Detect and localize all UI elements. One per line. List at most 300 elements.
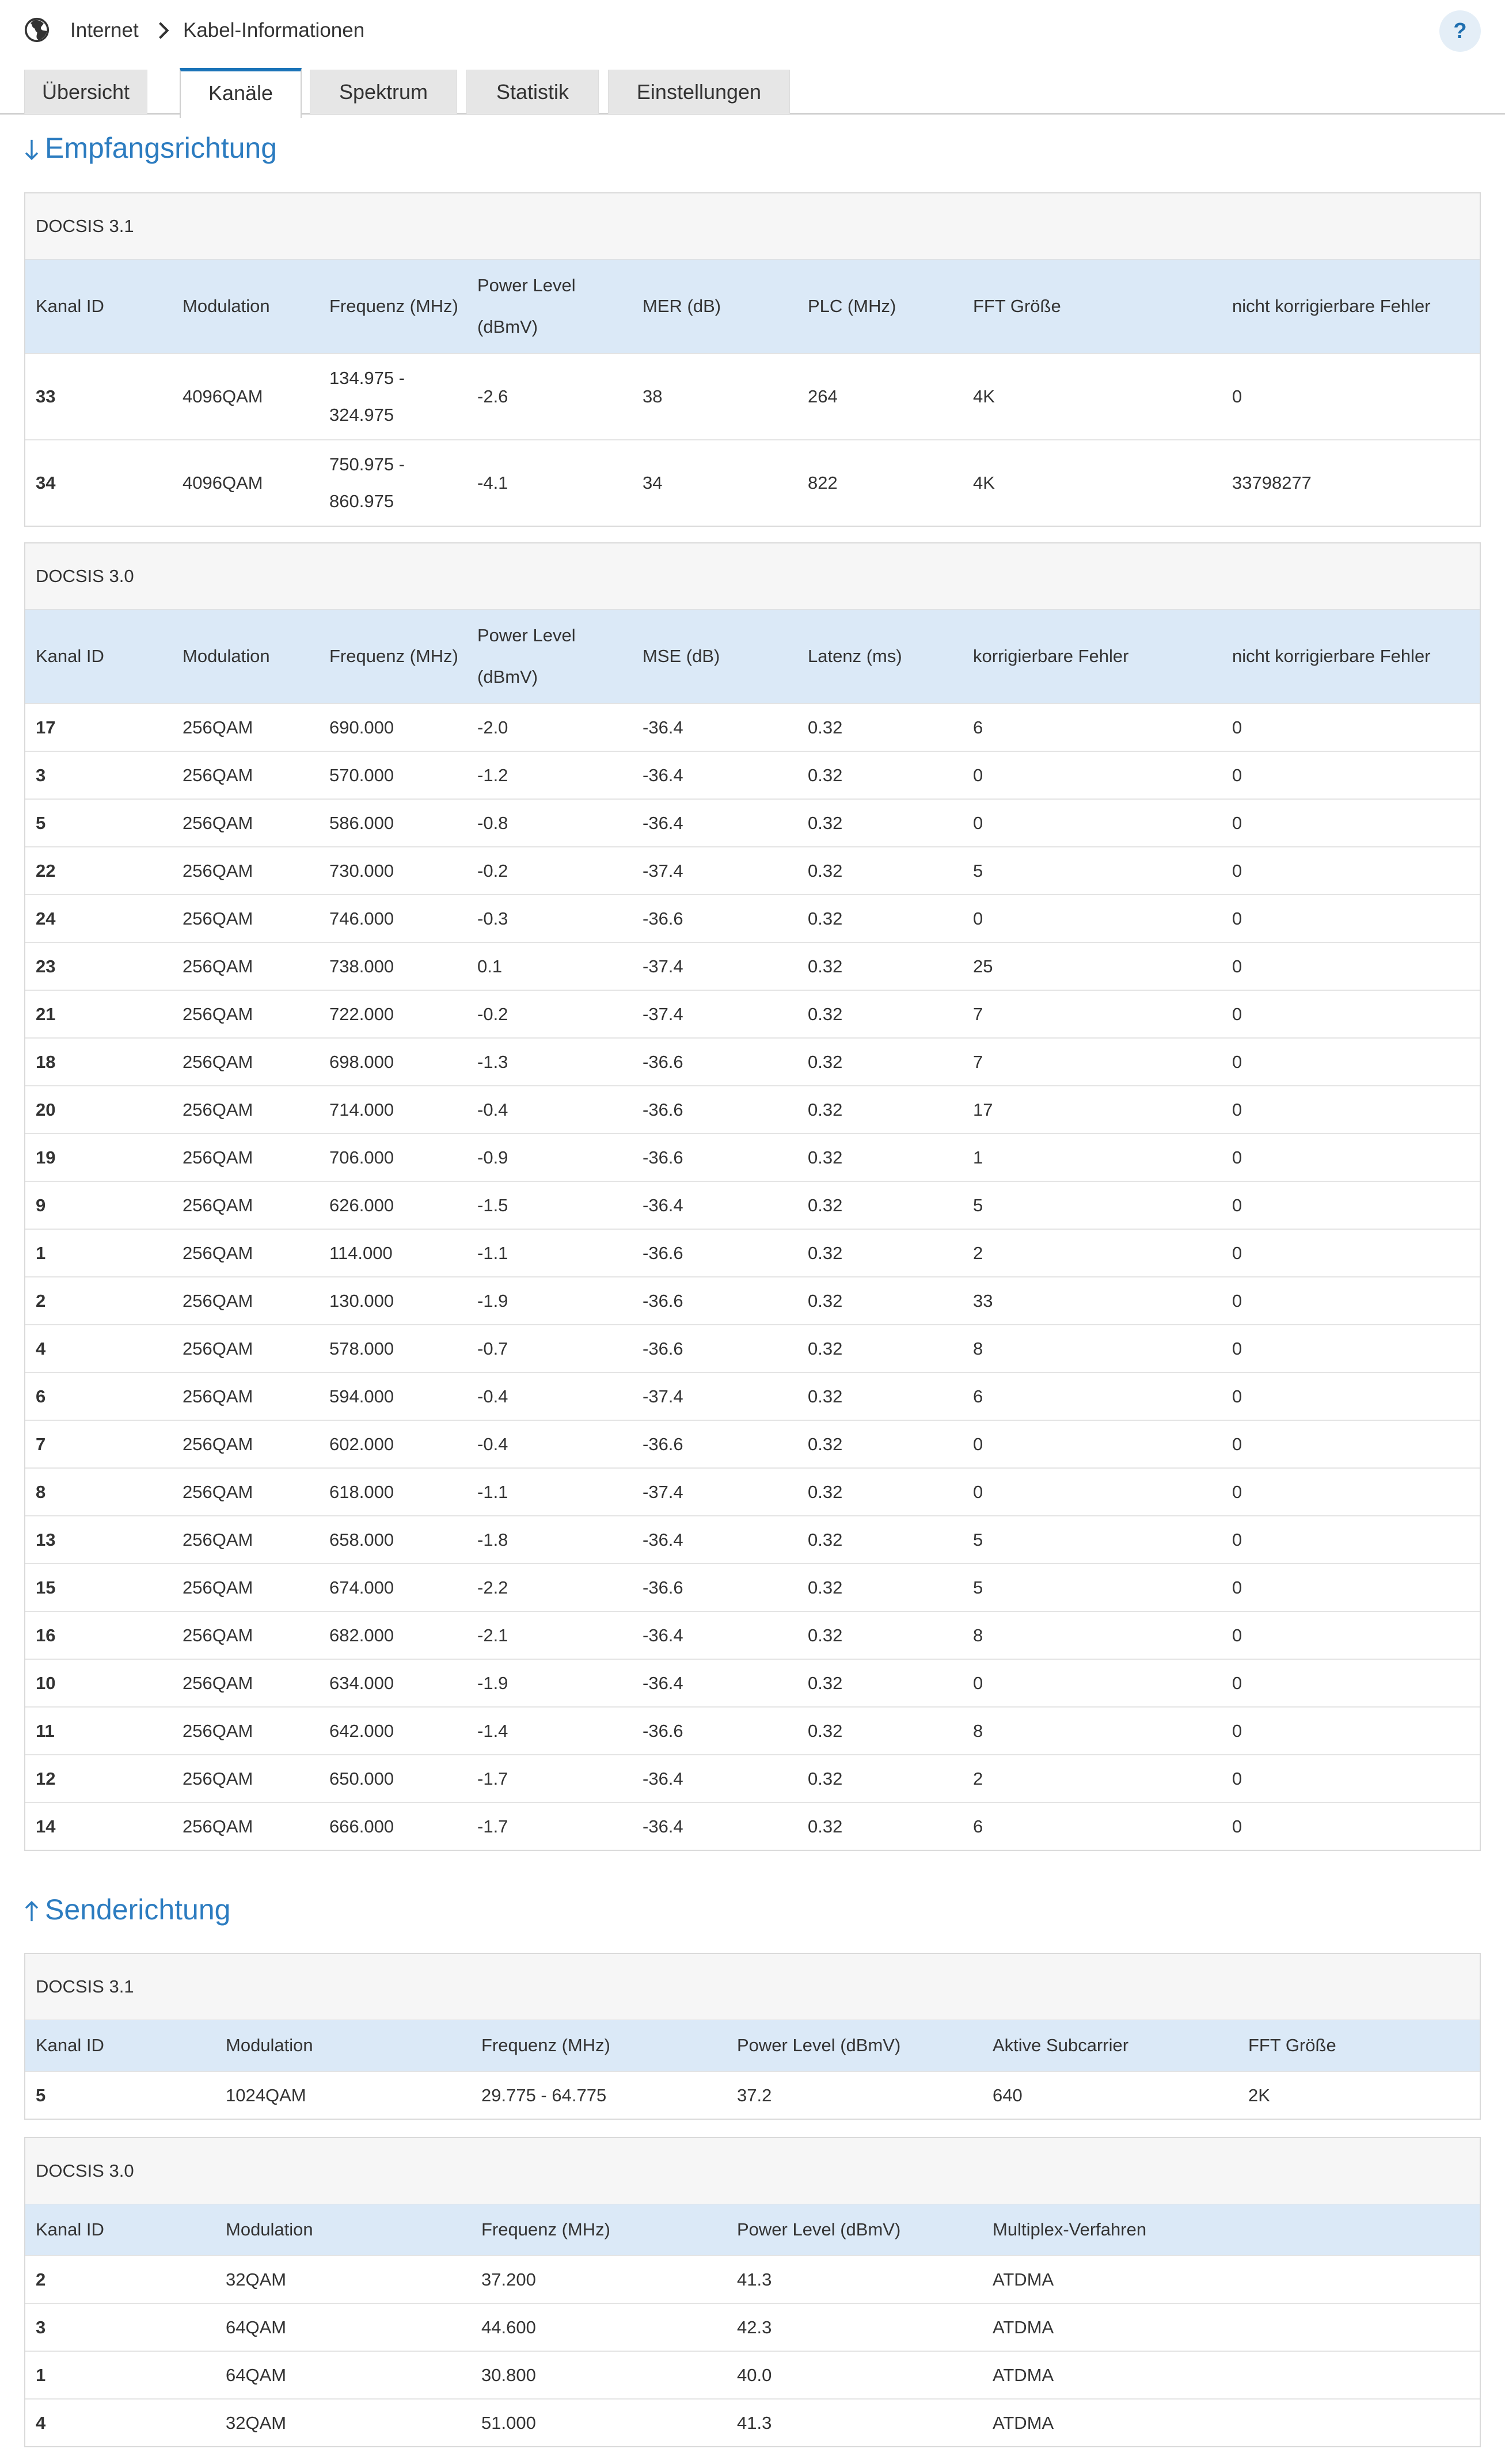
table-cell: 822 [797,440,963,526]
table-cell: 0.32 [797,799,963,847]
table-cell: -0.4 [467,1420,632,1468]
table-cell: -1.1 [467,1468,632,1516]
table-cell: -1.2 [467,751,632,799]
table-cell: -36.4 [632,1516,797,1564]
table-cell: -36.4 [632,704,797,751]
column-header: Power Level (dBmV) [467,260,632,353]
channel-id-cell: 8 [25,1468,172,1516]
table-cell: -36.4 [632,799,797,847]
channel-id-cell: 14 [25,1803,172,1850]
column-header: Power Level (dBmV) [727,2020,982,2071]
panel-upstream-docsis30 [24,2137,1481,2447]
channel-id-cell: 3 [25,2303,215,2351]
table-cell: 0 [1222,1564,1480,1611]
column-header: FFT Größe [1238,2020,1480,2071]
table-cell: 0.32 [797,1086,963,1134]
table-cell: -2.0 [467,704,632,751]
column-header: Frequenz (MHz) [319,260,467,353]
column-header: korrigierbare Fehler [963,610,1222,704]
table-cell: 698.000 [319,1038,467,1086]
table-row [25,1181,1480,1229]
table-upstream-docsis31 [25,2020,1480,2119]
table-cell: 256QAM [172,1038,319,1086]
table-cell: -37.4 [632,942,797,990]
table-cell: 2 [963,1755,1222,1803]
table-caption: DOCSIS 3.0 [25,543,1480,610]
table-cell: 17 [963,1086,1222,1134]
table-downstream-docsis30 [25,610,1480,1850]
table-cell: -37.4 [632,990,797,1038]
table-header-row [25,260,1480,353]
help-button[interactable]: ? [1439,10,1481,52]
table-cell: 0 [1222,1707,1480,1755]
table-cell: -36.6 [632,1277,797,1325]
table-cell: 0.32 [797,751,963,799]
table-cell: -2.1 [467,1611,632,1659]
table-cell: 0 [963,751,1222,799]
table-cell: 256QAM [172,751,319,799]
table-cell: 626.000 [319,1181,467,1229]
table-cell: 256QAM [172,1755,319,1803]
table-cell: 746.000 [319,895,467,942]
channel-id-cell: 10 [25,1659,172,1707]
table-cell: 0.32 [797,990,963,1038]
table-cell: 256QAM [172,942,319,990]
table-cell: 51.000 [471,2399,727,2446]
table-cell: 1024QAM [215,2071,471,2119]
tab-einstellungen[interactable]: Einstellungen [608,70,790,114]
table-cell: 5 [963,847,1222,895]
table-row [25,942,1480,990]
table-cell: 0.32 [797,1707,963,1755]
table-cell: 256QAM [172,1325,319,1372]
table-cell: 256QAM [172,1564,319,1611]
table-cell: 0.32 [797,1659,963,1707]
table-cell: 0 [1222,799,1480,847]
table-cell: 0 [1222,1134,1480,1181]
table-cell: 594.000 [319,1372,467,1420]
table-cell: -0.2 [467,847,632,895]
table-cell: -37.4 [632,847,797,895]
table-cell: 0 [1222,847,1480,895]
table-row [25,895,1480,942]
table-cell: -0.4 [467,1372,632,1420]
table-caption: DOCSIS 3.0 [25,2138,1480,2204]
channel-id-cell: 22 [25,847,172,895]
table-cell: 0 [1222,1038,1480,1086]
table-cell: -0.4 [467,1086,632,1134]
table-row [25,1420,1480,1468]
table-cell: 0 [1222,1181,1480,1229]
table-row [25,353,1480,440]
table-cell: 578.000 [319,1325,467,1372]
table-cell: 256QAM [172,1134,319,1181]
table-cell: 650.000 [319,1755,467,1803]
column-header: Aktive Subcarrier [982,2020,1238,2071]
panel-downstream-docsis30 [24,542,1481,1851]
table-row [25,1277,1480,1325]
table-cell: -1.4 [467,1707,632,1755]
table-cell: -0.8 [467,799,632,847]
channel-id-cell: 2 [25,1277,172,1325]
table-cell: 64QAM [215,2351,471,2399]
table-cell: -0.2 [467,990,632,1038]
table-cell: 114.000 [319,1229,467,1277]
table-header-row [25,610,1480,704]
table-downstream-docsis31 [25,260,1480,526]
table-header-row [25,2020,1480,2071]
column-header: nicht korrigierbare Fehler [1222,610,1480,704]
column-header: Power Level (dBmV) [467,610,632,704]
table-caption: DOCSIS 3.1 [25,193,1480,260]
table-cell: -36.4 [632,1611,797,1659]
table-cell: 0.32 [797,1803,963,1850]
tab-spektrum[interactable]: Spektrum [310,70,457,114]
column-header: Kanal ID [25,2020,215,2071]
table-cell: 2K [1238,2071,1480,2119]
table-row [25,990,1480,1038]
table-cell: 32QAM [215,2256,471,2303]
table-cell: 0.32 [797,1181,963,1229]
table-cell: 6 [963,1372,1222,1420]
table-cell: ATDMA [982,2303,1238,2351]
table-cell: 570.000 [319,751,467,799]
table-row [25,440,1480,526]
table-cell: 0.32 [797,1564,963,1611]
column-header: MER (dB) [632,260,797,353]
table-caption: DOCSIS 3.1 [25,1954,1480,2020]
table-cell: 1 [963,1134,1222,1181]
table-cell: -36.6 [632,895,797,942]
table-cell: 33798277 [1222,440,1480,526]
table-cell: 37.200 [471,2256,727,2303]
table-cell: 0.32 [797,1755,963,1803]
column-header: Frequenz (MHz) [471,2020,727,2071]
table-cell: 8 [963,1611,1222,1659]
breadcrumb-internet[interactable]: Internet [70,19,139,41]
table-cell: -37.4 [632,1372,797,1420]
table-cell: 256QAM [172,1420,319,1468]
channel-id-cell: 9 [25,1181,172,1229]
table-cell: -36.6 [632,1420,797,1468]
table-cell: 0 [1222,1611,1480,1659]
table-cell: 256QAM [172,1516,319,1564]
table-cell: 0.32 [797,1372,963,1420]
table-cell: 0 [1222,895,1480,942]
channel-id-cell: 2 [25,2256,215,2303]
table-cell: 256QAM [172,1277,319,1325]
table-cell: 0 [1222,1516,1480,1564]
table-upstream-docsis30 [25,2204,1480,2446]
column-header: Multiplex-Verfahren [982,2204,1238,2256]
table-row [25,2351,1480,2399]
channel-id-cell: 20 [25,1086,172,1134]
table-cell: 6 [963,1803,1222,1850]
table-cell: 0 [1222,1325,1480,1372]
table-cell: 0 [1222,942,1480,990]
table-cell: 0 [1222,1086,1480,1134]
table-cell: 618.000 [319,1468,467,1516]
table-cell [1238,2256,1480,2303]
globe-icon [24,17,50,43]
table-row [25,1086,1480,1134]
table-row [25,847,1480,895]
table-cell: 4096QAM [172,353,319,440]
column-header: Frequenz (MHz) [319,610,467,704]
column-header: MSE (dB) [632,610,797,704]
table-cell: 38 [632,353,797,440]
chevron-right-icon [155,21,173,40]
table-row [25,2071,1480,2119]
table-cell: -36.6 [632,1086,797,1134]
panel-downstream-docsis31 [24,192,1481,527]
table-cell: 634.000 [319,1659,467,1707]
table-cell [1238,2399,1480,2446]
table-cell: 722.000 [319,990,467,1038]
table-cell [1238,2351,1480,2399]
table-cell: -0.7 [467,1325,632,1372]
table-row [25,1611,1480,1659]
table-cell: 682.000 [319,1611,467,1659]
table-cell: 714.000 [319,1086,467,1134]
table-cell: 0 [963,799,1222,847]
breadcrumb [0,0,1505,63]
table-cell: 586.000 [319,799,467,847]
table-cell: 0.32 [797,1611,963,1659]
breadcrumb-current-page: Kabel-Informationen [183,19,365,41]
table-cell: 0.32 [797,847,963,895]
table-cell: 2 [963,1229,1222,1277]
column-header: Power Level (dBmV) [727,2204,982,2256]
table-cell: 37.2 [727,2071,982,2119]
tab-kanaele[interactable]: Kanäle [180,68,302,118]
table-row [25,1468,1480,1516]
table-cell: 33 [963,1277,1222,1325]
table-cell: 738.000 [319,942,467,990]
table-cell: -36.4 [632,1659,797,1707]
table-cell: -36.4 [632,1755,797,1803]
channel-id-cell: 4 [25,2399,215,2446]
table-cell: 30.800 [471,2351,727,2399]
table-cell: 256QAM [172,799,319,847]
table-cell: 0.32 [797,1038,963,1086]
column-header: Kanal ID [25,610,172,704]
table-cell: 44.600 [471,2303,727,2351]
table-cell: 8 [963,1707,1222,1755]
table-cell: -37.4 [632,1468,797,1516]
table-cell: 264 [797,353,963,440]
table-cell: 42.3 [727,2303,982,2351]
table-cell: 7 [963,1038,1222,1086]
table-cell: -2.2 [467,1564,632,1611]
table-cell: 0.32 [797,1134,963,1181]
table-header-row [25,2204,1480,2256]
channel-id-cell: 3 [25,751,172,799]
table-cell: 690.000 [319,704,467,751]
column-header: Modulation [172,610,319,704]
column-header [1238,2204,1480,2256]
table-cell: -1.3 [467,1038,632,1086]
table-cell: 0 [1222,990,1480,1038]
table-cell: 0 [1222,1803,1480,1850]
table-cell: -36.6 [632,1134,797,1181]
table-cell: 6 [963,704,1222,751]
table-cell: 674.000 [319,1564,467,1611]
arrow-up-icon [23,1900,40,1923]
table-cell: 730.000 [319,847,467,895]
table-cell: 5 [963,1181,1222,1229]
table-cell: 0.32 [797,1516,963,1564]
column-header: Kanal ID [25,260,172,353]
table-cell: 0 [1222,1420,1480,1468]
table-cell: 642.000 [319,1707,467,1755]
table-cell: 41.3 [727,2256,982,2303]
table-cell: 0.32 [797,704,963,751]
table-cell: 0 [1222,751,1480,799]
table-cell: 256QAM [172,1086,319,1134]
table-cell: 0.1 [467,942,632,990]
table-row [25,2256,1480,2303]
table-cell: 4096QAM [172,440,319,526]
table-cell: 34 [632,440,797,526]
table-cell: 32QAM [215,2399,471,2446]
table-cell: 0 [963,1659,1222,1707]
channel-id-cell: 18 [25,1038,172,1086]
channel-id-cell: 23 [25,942,172,990]
section-senderichtung [23,1889,230,1930]
table-row [25,799,1480,847]
table-cell: 256QAM [172,704,319,751]
table-cell: 5 [963,1564,1222,1611]
table-cell: -0.9 [467,1134,632,1181]
table-row [25,704,1480,751]
channel-id-cell: 1 [25,1229,172,1277]
column-header: FFT Größe [963,260,1222,353]
table-cell: 256QAM [172,1803,319,1850]
table-cell: ATDMA [982,2351,1238,2399]
table-cell: -1.5 [467,1181,632,1229]
table-cell: 666.000 [319,1803,467,1850]
table-cell: 0 [1222,1229,1480,1277]
section-title-upstream: Senderichtung [45,1893,231,1926]
table-cell: 0 [963,1468,1222,1516]
column-header: Latenz (ms) [797,610,963,704]
channel-id-cell: 5 [25,799,172,847]
channel-id-cell: 16 [25,1611,172,1659]
channel-id-cell: 7 [25,1420,172,1468]
channel-id-cell: 12 [25,1755,172,1803]
table-cell: 0.32 [797,1325,963,1372]
table-cell: -0.3 [467,895,632,942]
table-cell: -2.6 [467,353,632,440]
table-cell: 0 [1222,1277,1480,1325]
table-cell: -1.8 [467,1516,632,1564]
table-cell: -36.6 [632,1325,797,1372]
table-row [25,1325,1480,1372]
table-cell: 0.32 [797,1229,963,1277]
table-cell: -36.6 [632,1564,797,1611]
channel-id-cell: 13 [25,1516,172,1564]
section-empfangsrichtung [23,128,277,168]
table-row [25,1038,1480,1086]
table-cell: 256QAM [172,847,319,895]
table-cell: 0 [963,1420,1222,1468]
table-cell: 0 [1222,353,1480,440]
table-cell: -1.9 [467,1659,632,1707]
table-row [25,2303,1480,2351]
table-cell: ATDMA [982,2256,1238,2303]
table-cell: 0 [1222,704,1480,751]
table-row [25,751,1480,799]
channel-id-cell: 33 [25,353,172,440]
channel-id-cell: 15 [25,1564,172,1611]
panel-upstream-docsis31 [24,1953,1481,2120]
table-cell: 256QAM [172,1659,319,1707]
column-header: nicht korrigierbare Fehler [1222,260,1480,353]
table-row [25,2399,1480,2446]
table-cell: -36.6 [632,1707,797,1755]
table-cell: 40.0 [727,2351,982,2399]
table-cell: 7 [963,990,1222,1038]
table-cell: 750.975 - 860.975 [319,440,467,526]
section-title-downstream: Empfangsrichtung [45,132,278,164]
table-cell: 0.32 [797,1277,963,1325]
table-cell: 0 [1222,1372,1480,1420]
table-cell: 256QAM [172,895,319,942]
table-cell: 256QAM [172,1611,319,1659]
table-cell: 256QAM [172,1707,319,1755]
column-header: Modulation [215,2020,471,2071]
table-row [25,1229,1480,1277]
table-cell: -36.6 [632,1038,797,1086]
table-cell: 706.000 [319,1134,467,1181]
table-row [25,1134,1480,1181]
table-cell: 256QAM [172,1229,319,1277]
table-cell: 0.32 [797,895,963,942]
table-cell: -1.1 [467,1229,632,1277]
table-cell: 658.000 [319,1516,467,1564]
channel-id-cell: 11 [25,1707,172,1755]
table-cell: 0.32 [797,942,963,990]
table-cell: 0 [963,895,1222,942]
table-cell: 256QAM [172,1468,319,1516]
table-row [25,1803,1480,1850]
table-row [25,1659,1480,1707]
column-header: Modulation [215,2204,471,2256]
table-cell: 256QAM [172,1372,319,1420]
table-row [25,1707,1480,1755]
channel-id-cell: 1 [25,2351,215,2399]
channel-id-cell: 6 [25,1372,172,1420]
column-header: Frequenz (MHz) [471,2204,727,2256]
table-cell: 8 [963,1325,1222,1372]
table-cell: 41.3 [727,2399,982,2446]
tab-uebersicht[interactable]: Übersicht [24,70,147,114]
table-cell: -36.4 [632,1803,797,1850]
column-header: PLC (MHz) [797,260,963,353]
table-row [25,1372,1480,1420]
table-cell: 0 [1222,1755,1480,1803]
table-cell: 0.32 [797,1420,963,1468]
channel-id-cell: 21 [25,990,172,1038]
table-cell: 64QAM [215,2303,471,2351]
table-cell: 134.975 - 324.975 [319,353,467,440]
table-cell: -1.7 [467,1755,632,1803]
table-cell: -36.4 [632,751,797,799]
tab-statistik[interactable]: Statistik [466,70,599,114]
table-cell: 4K [963,353,1222,440]
column-header: Kanal ID [25,2204,215,2256]
